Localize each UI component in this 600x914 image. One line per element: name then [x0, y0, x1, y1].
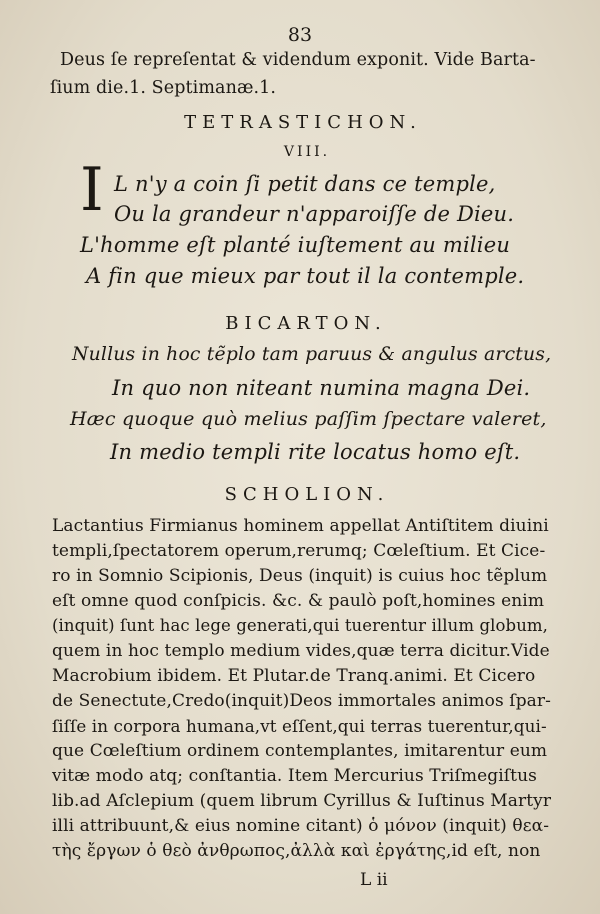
bicarton-line-1: Nullus in hoc tẽplo tam paruus & angulus arctus,	[72, 344, 552, 365]
scholion-line: lib.ad Aſclepium (quem librum Cyrillus & Iuſtinus Martyr	[52, 791, 552, 811]
scholion-line: que Cœleſtium ordinem contemplantes, imitarentur eum	[52, 741, 548, 761]
signature-mark: L ii	[360, 870, 388, 890]
scholion-line: templi,ſpectatorem operum,rerumq; Cœleſtium. Et Cice-	[52, 541, 546, 561]
scholion-line: quem in hoc templo medium vides,quæ terra dicitur.Vide	[52, 641, 550, 661]
scholion-line: Lactantius Firmianus hominem appellat Antiſtitem diuini	[52, 516, 549, 536]
tetrastichon-number: VIII.	[283, 144, 331, 160]
scholion-line: Macrobium ibidem. Et Plutar.de Tranq.animi. Et Cicero	[52, 666, 536, 686]
tetrastichon-line-3: L'homme eſt planté iuſtement au milieu	[80, 233, 511, 257]
scholion-line: eſt omne quod conſpicis. &c. & paulò poſt,homines enim	[52, 591, 545, 611]
tetrastichon-line-2: Ou la grandeur n'apparoiſſe de Dieu.	[114, 202, 515, 226]
intro-line-1: Deus ſe repreſentat & videndum exponit. Vide Barta-	[60, 50, 536, 70]
scholion-line: de Senectute,Credo(inquit)Deos immortales animos ſpar-	[52, 691, 551, 711]
scholion-line: vitæ modo atq; conſtantia. Item Mercurius Triſmegiſtus	[52, 766, 537, 786]
bicarton-line-2: In quo non niteant numina magna Dei.	[112, 376, 531, 400]
scholion-heading: SCHOLION.	[224, 484, 390, 505]
bicarton-heading: BICARTON.	[225, 313, 387, 334]
scholion-line: (inquit) ſunt hac lege generati,qui tuerentur illum globum,	[52, 616, 549, 635]
tetrastichon-line-1: L n'y a coin ſi petit dans ce temple,	[114, 172, 496, 196]
scholion-line: ſiſſe in corpora humana,vt eſſent,qui terras tuerentur,qui-	[52, 716, 547, 736]
tetrastichon-heading: TETRASTICHON.	[184, 112, 422, 133]
drop-capital: I	[80, 155, 104, 225]
bicarton-line-4: In medio templi rite locatus homo eſt.	[110, 440, 521, 464]
scholion-line: τὴς ἔργων ὁ θεὸ ἀνθρωπος,ἀλλὰ καὶ ἐργάτης,id eſt, non	[52, 841, 541, 861]
page-number: 83	[287, 24, 313, 46]
intro-line-2: ſium die.1. Septimanæ.1.	[50, 78, 277, 98]
scholion-line: ro in Somnio Scipionis, Deus (inquit) is cuius hoc tẽplum	[52, 566, 548, 586]
scholion-line: illi attribuunt,& eius nomine citant) ὁ μόνον (inquit) θεα-	[52, 816, 550, 836]
bicarton-line-3: Hæc quoque quò melius paſſim ſpectare valeret,	[70, 408, 547, 430]
tetrastichon-line-4: A fin que mieux par tout il la contemple.	[86, 264, 525, 288]
